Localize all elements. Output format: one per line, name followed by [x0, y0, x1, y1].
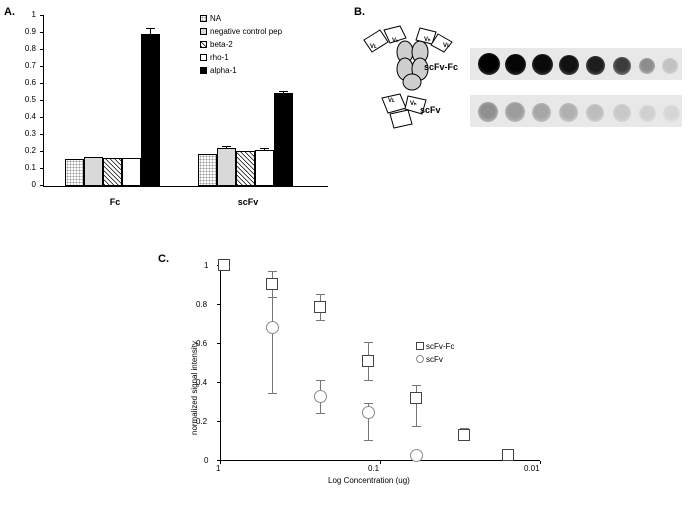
legend-label-na: NA: [210, 14, 222, 23]
c-legend-item-scfv-fc: [416, 342, 454, 351]
legend-item-alpha-1: [200, 66, 237, 75]
legend-label-negative-control-pep: negative control pep: [210, 27, 283, 36]
c-y-axis-title: normalized signal intensity: [190, 341, 199, 435]
point-scfvfc-1: [218, 259, 230, 271]
vl-label-fc-1: Vʟ: [370, 44, 377, 50]
c-x-axis-title: Log Concentration (ug): [328, 476, 410, 485]
bar-fc-alpha-1: [141, 34, 160, 186]
legend-item-rho-1: [200, 53, 229, 62]
c-x-tick-0-01: 0.01: [524, 464, 540, 473]
c-y-tick-0-4: 0.4: [196, 378, 208, 387]
point-scfvfc-6: [458, 429, 470, 441]
y-tick-1: 0.1: [24, 163, 36, 172]
vh-label-fc-2: Vₕ: [424, 37, 431, 43]
point-scfv-1: [266, 321, 279, 334]
c-y-tick-1: 1: [204, 261, 209, 270]
bar-scfv-beta-2: [236, 151, 255, 186]
bar-fc-rho-1: [122, 158, 141, 186]
bar-fc-negative-control-pep: [84, 157, 103, 186]
legend-item-na: [200, 14, 221, 23]
panel-a-label: A.: [4, 6, 15, 18]
vh-label-scfv: Vₕ: [410, 101, 417, 107]
legend-swatch-alpha-1: [200, 67, 207, 74]
y-tick-10: 1: [31, 10, 36, 19]
point-scfvfc-3: [314, 301, 326, 313]
y-tick-3: 0.3: [24, 129, 36, 138]
c-x-tick-1: 1: [216, 464, 221, 473]
point-scfv-4: [410, 449, 423, 462]
bar-scfv-na: [198, 154, 217, 186]
c-legend-circle-marker: [416, 355, 424, 363]
panel-c: [150, 245, 570, 505]
point-scfvfc-4: [362, 355, 374, 367]
y-tick-0: 0: [31, 180, 36, 189]
c-legend-label-scfv: scFv: [426, 355, 443, 364]
c-legend-square-marker: [416, 342, 424, 350]
panel-b: [350, 0, 689, 150]
legend-label-alpha-1: alpha-1: [210, 66, 237, 75]
c-y-tick-0-8: 0.8: [196, 300, 208, 309]
y-tick-6: 0.6: [24, 78, 36, 87]
y-tick-9: 0.9: [24, 27, 36, 36]
legend-item-negative-control-pep: [200, 27, 282, 36]
legend-label-beta-2: beta-2: [210, 40, 233, 49]
x-category-scfv: scFv: [237, 197, 259, 207]
panel-b-label: B.: [354, 6, 365, 18]
point-scfv-2: [314, 390, 327, 403]
y-tick-2: 0.2: [24, 146, 36, 155]
vh-label-fc-1: Vₕ: [392, 38, 399, 44]
c-y-tick-0-2: 0.2: [196, 417, 208, 426]
y-tick-7: 0.7: [24, 61, 36, 70]
y-tick-8: 0.8: [24, 44, 36, 53]
y-tick-5: 0.5: [24, 95, 36, 104]
panel-a: [0, 0, 340, 215]
x-axis: [43, 186, 328, 187]
blot-row-label-scfv: scFv: [420, 105, 441, 115]
legend-swatch-negative-control-pep: [200, 28, 207, 35]
bar-scfv-negative-control-pep: [217, 148, 236, 187]
bar-scfv-alpha-1: [274, 93, 293, 186]
vl-label-fc-2: Vʟ: [443, 43, 450, 49]
point-scfvfc-2: [266, 278, 278, 290]
legend-swatch-beta-2: [200, 41, 207, 48]
c-legend-item-scfv: [416, 355, 443, 364]
c-y-tick-0: 0: [204, 456, 209, 465]
c-y-tick-0-6: 0.6: [196, 339, 208, 348]
legend-label-rho-1: rho-1: [210, 53, 229, 62]
point-scfv-3: [362, 406, 375, 419]
dot-blot-row-scfv-fc: [470, 48, 682, 80]
bar-fc-beta-2: [103, 158, 122, 186]
panel-c-label: C.: [158, 253, 169, 265]
blot-row-label-scfv-fc: scFv-Fc: [424, 62, 459, 72]
bar-fc-na: [65, 159, 84, 186]
c-x-tick-0-1: 0.1: [368, 464, 380, 473]
legend-swatch-na: [200, 15, 207, 22]
legend-swatch-rho-1: [200, 54, 207, 61]
plot-area-a: [43, 15, 328, 186]
x-category-fc: Fc: [109, 197, 121, 207]
y-tick-4: 0.4: [24, 112, 36, 121]
scfv-fc-antibody-icon: [358, 24, 468, 94]
dot-blot-row-scfv: [470, 95, 682, 127]
c-y-axis: [220, 265, 221, 460]
c-legend-label-scfv-fc: scFv-Fc: [426, 342, 455, 351]
vl-label-scfv: Vʟ: [388, 98, 395, 104]
legend-item-beta-2: [200, 40, 233, 49]
bar-scfv-rho-1: [255, 150, 274, 186]
point-scfvfc-7: [502, 449, 514, 461]
point-scfvfc-5: [410, 392, 422, 404]
